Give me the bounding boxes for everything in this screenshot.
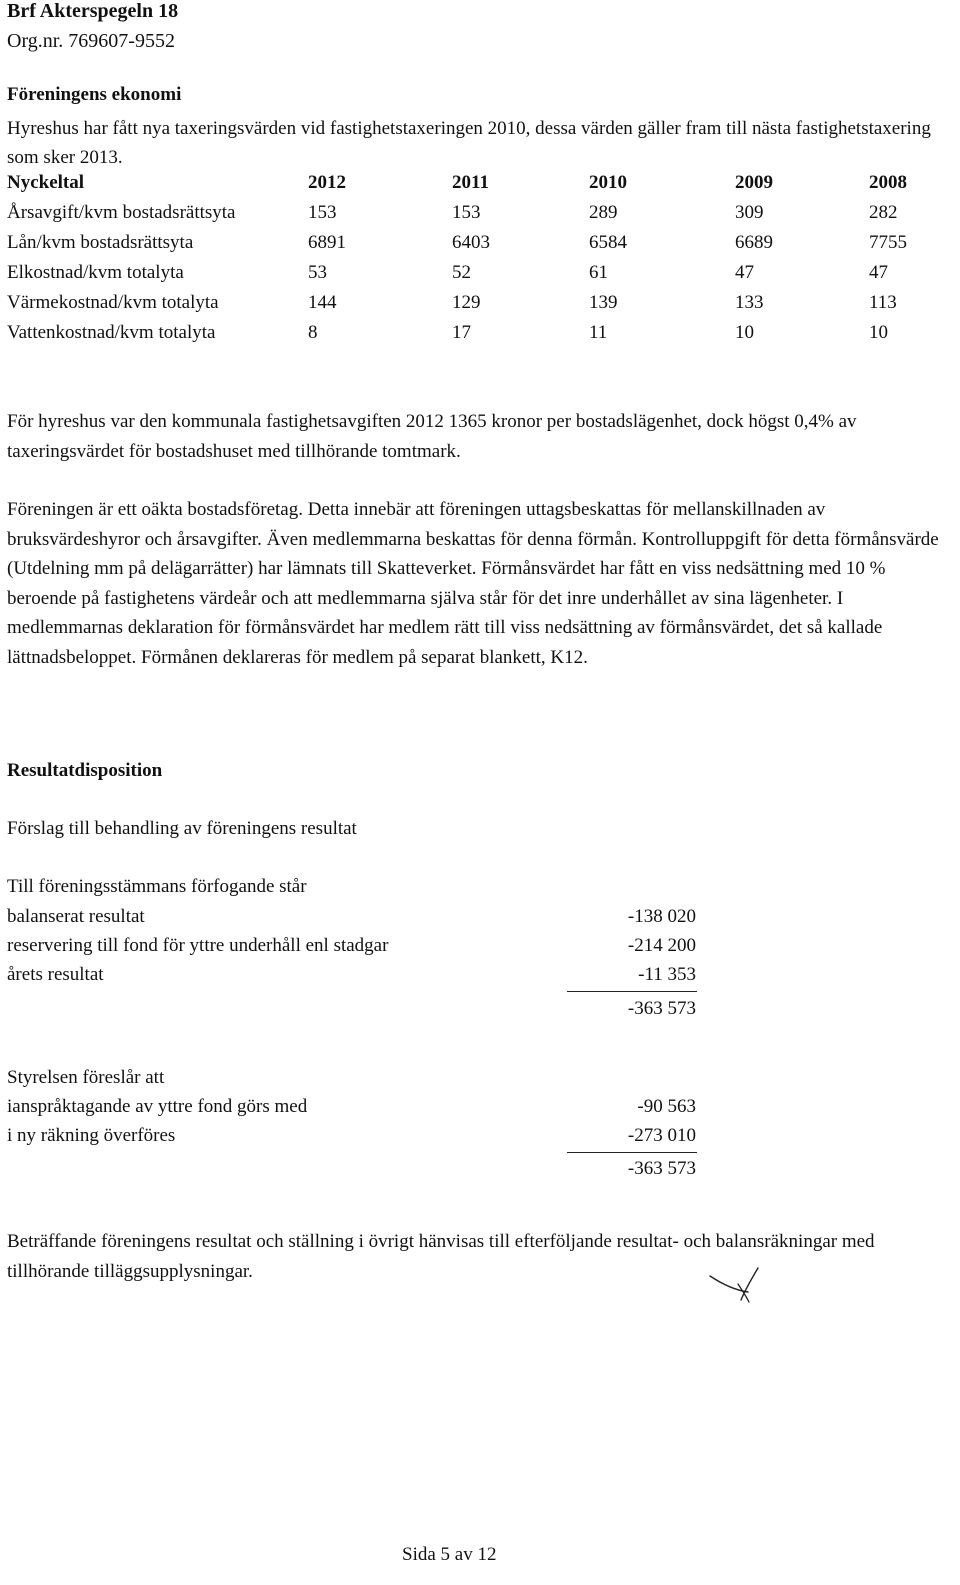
line-amount: -11 353 (638, 964, 696, 985)
line-label: ianspråktagande av yttre fond görs med (7, 1096, 308, 1117)
line-label: i ny räkning överföres (7, 1125, 176, 1146)
table-cell: 10 (735, 322, 754, 343)
table-cell: 6584 (589, 232, 627, 253)
economy-intro: Hyreshus har fått nya taxeringsvärden vid fastighetstaxeringen 2010, dessa värden gäller fram till nästa fastighetstaxering som sker 2013. (7, 118, 931, 168)
table-header-cell: 2008 (869, 172, 907, 193)
available-funds-total: -363 573 (627, 998, 696, 1019)
table-header-cell: 2010 (589, 172, 627, 193)
line-amount: -90 563 (637, 1096, 696, 1117)
table-header-cell: Nyckeltal (7, 172, 85, 193)
table-row (7, 262, 952, 291)
table-cell: 61 (589, 262, 608, 283)
line-amount: -214 200 (627, 935, 696, 956)
property-fee-paragraph: För hyreshus var den kommunala fastighetsavgiften 2012 1365 kronor per bostadslägenhet, dock högst 0,4% av taxeringsvärdet för bostadshuset med tillhörande tomtmark. (7, 411, 857, 462)
table-cell: 153 (308, 202, 337, 223)
board-proposal-total: -363 573 (627, 1158, 696, 1179)
table-row (7, 292, 952, 321)
sum-rule (567, 991, 697, 992)
table-cell: 113 (869, 292, 897, 313)
table-cell: 153 (452, 202, 481, 223)
table-cell: 47 (735, 262, 754, 283)
board-proposal-title: Styrelsen föreslår att (7, 1067, 165, 1088)
key-figures-header-row (7, 172, 952, 201)
table-cell: 6689 (735, 232, 773, 253)
line-amount: -138 020 (627, 906, 696, 927)
table-cell: 282 (869, 202, 898, 223)
tax-status-paragraph: Föreningen är ett oäkta bostadsföretag. Detta innebär att föreningen uttagsbeskattas för mellanskillnaden av bruksvärdeshyror och årsavgifter. Även medlemmarna beskattas för denna förmån. Kontrolluppgift för detta förmånsvärde (Utdelning mm på delägarrätter) har lämnats till Skatteverket. Förmånsvärdet har fått en viss nedsättning med 10 % beroende på fastighetens värdeår och att medlemmarna själva står för det inre underhållet av sina lägenheter. I medlemmarnas deklaration för förmånsvärdet har medlem rätt till viss nedsättning av förmånsvärdet, det så kallade lättnadsbeloppet. Förmånen deklareras för medlem på separat blankett, K12. (7, 499, 939, 668)
sum-rule (567, 1152, 697, 1153)
line-label: årets resultat (7, 964, 104, 985)
table-header-cell: 2012 (308, 172, 346, 193)
table-cell: 129 (452, 292, 481, 313)
organization-name: Brf Akterspegeln 18 (7, 0, 179, 22)
table-cell: 139 (589, 292, 618, 313)
table-cell: 6891 (308, 232, 346, 253)
table-cell: 10 (869, 322, 888, 343)
table-cell: 6403 (452, 232, 490, 253)
line-amount: -273 010 (627, 1125, 696, 1146)
table-cell: Värmekostnad/kvm totalyta (7, 292, 219, 313)
table-cell: 289 (589, 202, 618, 223)
table-cell: 309 (735, 202, 764, 223)
table-cell: Lån/kvm bostadsrättsyta (7, 232, 194, 253)
table-cell: 52 (452, 262, 471, 283)
table-row (7, 322, 952, 351)
line-label: reservering till fond för yttre underhåll enl stadgar (7, 935, 389, 956)
section-title-result: Resultatdisposition (7, 760, 163, 781)
table-header-cell: 2009 (735, 172, 773, 193)
table-cell: 7755 (869, 232, 907, 253)
page-number: Sida 5 av 12 (402, 1544, 497, 1565)
table-cell: Vattenkostnad/kvm totalyta (7, 322, 216, 343)
table-cell: 11 (589, 322, 608, 343)
section-title-economy: Föreningens ekonomi (7, 84, 182, 105)
table-cell: Elkostnad/kvm totalyta (7, 262, 184, 283)
organization-number: Org.nr. 769607-9552 (7, 30, 175, 52)
table-row (7, 202, 952, 231)
table-cell: 17 (452, 322, 471, 343)
table-cell: 144 (308, 292, 337, 313)
closing-paragraph: Beträffande föreningens resultat och ställning i övrigt hänvisas till efterföljande resultat- och balansräkningar med tillhörande tilläggsupplysningar. (7, 1231, 875, 1282)
table-cell: 133 (735, 292, 764, 313)
result-subtitle: Förslag till behandling av föreningens resultat (7, 818, 357, 839)
table-cell: 47 (869, 262, 888, 283)
table-cell: 53 (308, 262, 327, 283)
table-cell: Årsavgift/kvm bostadsrättsyta (7, 202, 236, 223)
table-row (7, 232, 952, 261)
table-header-cell: 2011 (452, 172, 489, 193)
available-funds-title: Till föreningsstämmans förfogande står (7, 876, 307, 897)
signature-mark (708, 1262, 768, 1304)
table-cell: 8 (308, 322, 318, 343)
line-label: balanserat resultat (7, 906, 145, 927)
